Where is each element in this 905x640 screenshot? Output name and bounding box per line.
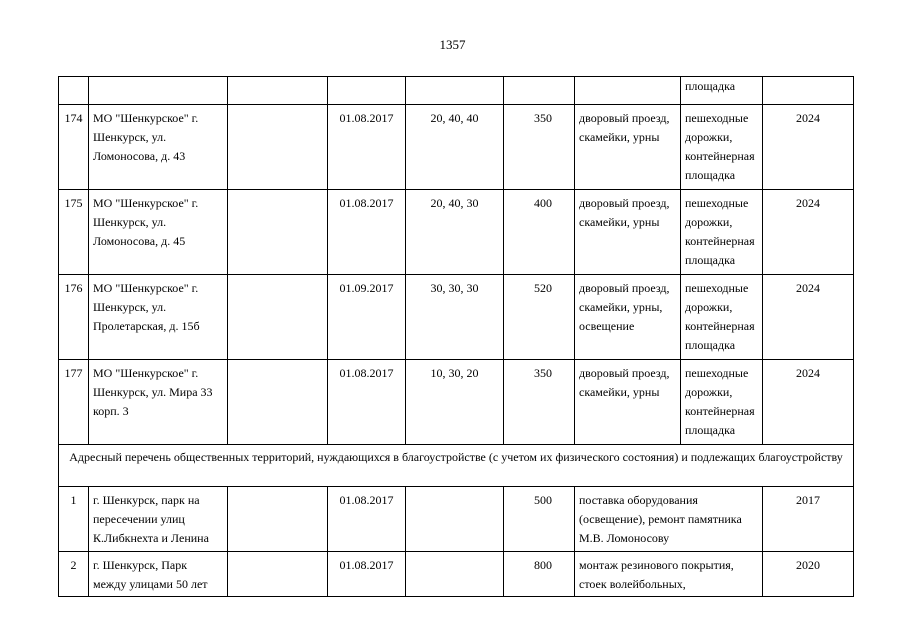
cell-works: дворовый проезд, скамейки, урны bbox=[575, 105, 681, 190]
cell-address: МО "Шенкурское" г. Шенкурск, ул. Мира 33 корп. 3 bbox=[89, 360, 228, 445]
cell-works: дворовый проезд, скамейки, урны, освещение bbox=[575, 275, 681, 360]
cell-area: 500 bbox=[504, 487, 575, 552]
cell-extra: пешеходные дорожки, контейнерная площадка bbox=[681, 190, 763, 275]
cell-year: 2024 bbox=[763, 360, 854, 445]
cell-number: 2 bbox=[59, 552, 89, 597]
cell-values: 10, 30, 20 bbox=[406, 360, 504, 445]
cell-number: 177 bbox=[59, 360, 89, 445]
cell-date: 01.08.2017 bbox=[328, 487, 406, 552]
cell-blank bbox=[228, 105, 328, 190]
cell-values: 20, 40, 40 bbox=[406, 105, 504, 190]
cell-year: 2024 bbox=[763, 105, 854, 190]
cell-works: поставка оборудования (освещение), ремонт памятника М.В. Ломоносову bbox=[575, 487, 763, 552]
table-row bbox=[59, 105, 854, 190]
cell-area: 800 bbox=[504, 552, 575, 597]
table-row bbox=[59, 190, 854, 275]
cell-area: 520 bbox=[504, 275, 575, 360]
cell-year: 2024 bbox=[763, 275, 854, 360]
cell-area: 400 bbox=[504, 190, 575, 275]
table-row bbox=[59, 552, 854, 597]
cell-works: дворовый проезд, скамейки, урны bbox=[575, 360, 681, 445]
territory-table bbox=[58, 76, 854, 597]
cell-blank bbox=[228, 275, 328, 360]
cell-works: монтаж резинового покрытия, стоек волейбольных, bbox=[575, 552, 763, 597]
cell-number: 175 bbox=[59, 190, 89, 275]
cell-year: 2020 bbox=[763, 552, 854, 597]
cell-address: МО "Шенкурское" г. Шенкурск, ул. Ломоносова, д. 43 bbox=[89, 105, 228, 190]
cell-works: дворовый проезд, скамейки, урны bbox=[575, 190, 681, 275]
cell-address: г. Шенкурск, Парк между улицами 50 лет bbox=[89, 552, 228, 597]
cell-extra: площадка bbox=[681, 77, 763, 105]
cell-values: 20, 40, 30 bbox=[406, 190, 504, 275]
cell-values bbox=[406, 487, 504, 552]
cell-address: МО "Шенкурское" г. Шенкурск, ул. Ломоносова, д. 45 bbox=[89, 190, 228, 275]
cell-extra: пешеходные дорожки, контейнерная площадка bbox=[681, 275, 763, 360]
cell-date: 01.08.2017 bbox=[328, 360, 406, 445]
table-row bbox=[59, 275, 854, 360]
cell-values bbox=[406, 552, 504, 597]
cell-address: г. Шенкурск, парк на пересечении улиц К.Либкнехта и Ленина bbox=[89, 487, 228, 552]
cell-blank bbox=[228, 360, 328, 445]
cell-date: 01.08.2017 bbox=[328, 552, 406, 597]
page-number: 1357 bbox=[439, 37, 466, 52]
cell-address: МО "Шенкурское" г. Шенкурск, ул. Пролетарская, д. 15б bbox=[89, 275, 228, 360]
cell-date: 01.09.2017 bbox=[328, 275, 406, 360]
cell-extra: пешеходные дорожки, контейнерная площадка bbox=[681, 105, 763, 190]
cell-date: 01.08.2017 bbox=[328, 105, 406, 190]
table-row bbox=[59, 77, 854, 105]
section-heading-row bbox=[59, 445, 854, 487]
table-row bbox=[59, 360, 854, 445]
cell-area: 350 bbox=[504, 360, 575, 445]
cell-values: 30, 30, 30 bbox=[406, 275, 504, 360]
section-heading: Адресный перечень общественных территорий, нуждающихся в благоустройстве (с учетом их физического состояния) и подлежащих благоустройству bbox=[59, 445, 854, 487]
cell-number: 1 bbox=[59, 487, 89, 552]
cell-year: 2017 bbox=[763, 487, 854, 552]
cell-area: 350 bbox=[504, 105, 575, 190]
cell-blank bbox=[228, 190, 328, 275]
cell-number: 174 bbox=[59, 105, 89, 190]
cell-number: 176 bbox=[59, 275, 89, 360]
table-row bbox=[59, 487, 854, 552]
cell-extra: пешеходные дорожки, контейнерная площадка bbox=[681, 360, 763, 445]
cell-date: 01.08.2017 bbox=[328, 190, 406, 275]
cell-year: 2024 bbox=[763, 190, 854, 275]
